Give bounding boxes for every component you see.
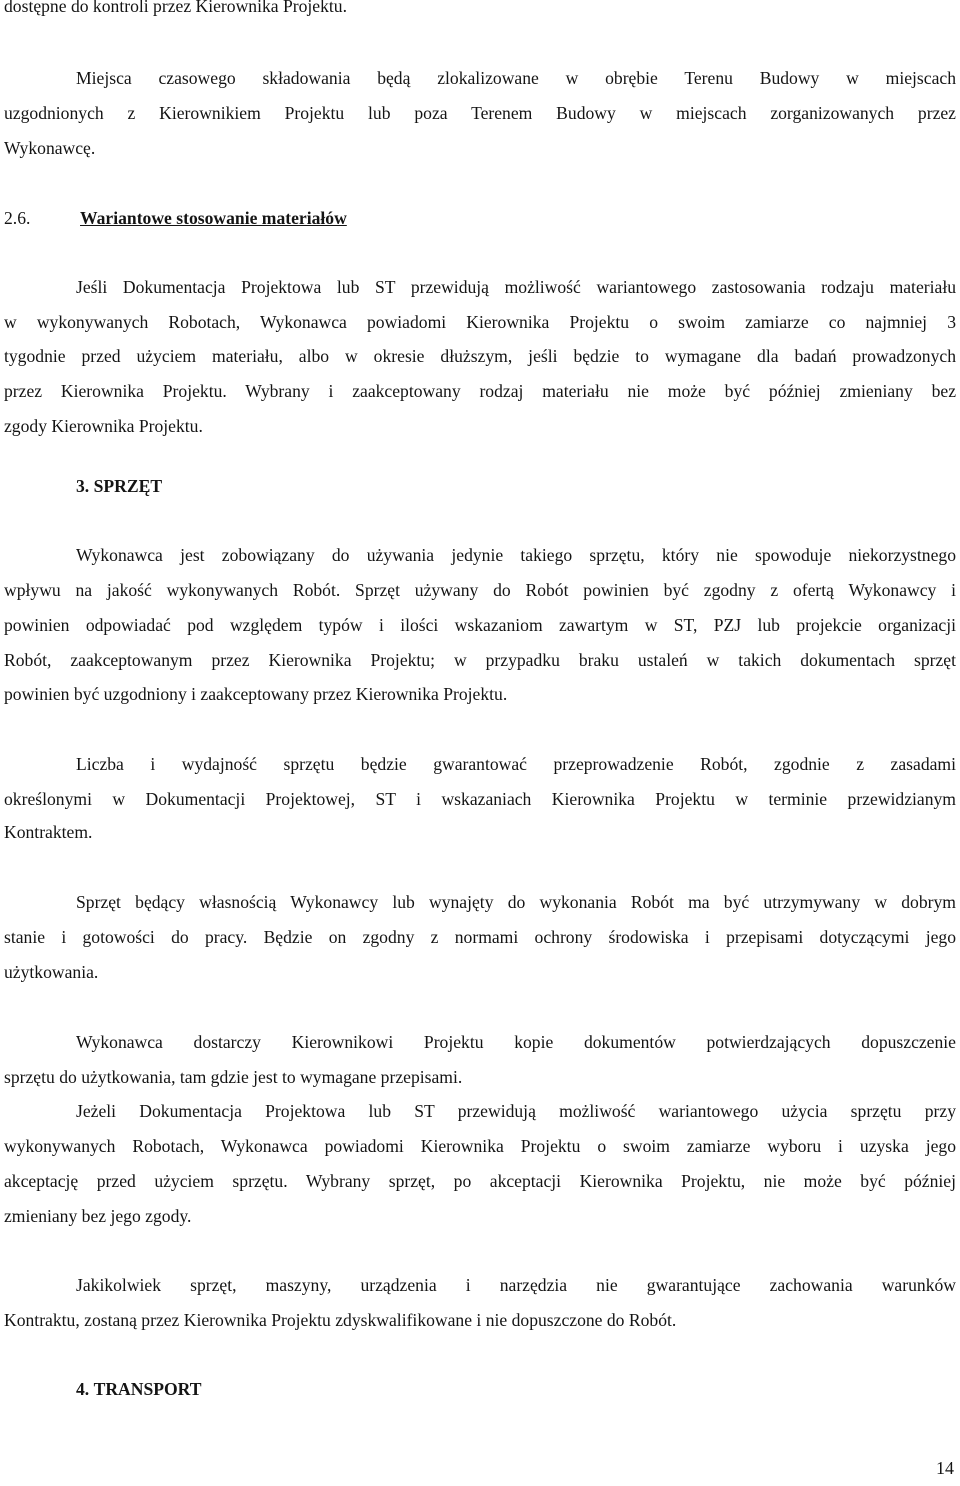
paragraph-line: Wykonawca dostarczy Kierownikowi Projektu kopie dokumentów potwierdzających dopuszczenie [76,1032,956,1052]
paragraph-line: Wykonawcę. [4,138,96,158]
paragraph-line: stanie i gotowości do pracy. Będzie on zgodny z normami ochrony środowiska i przepisami dotyczącymi jego [4,927,956,947]
paragraph-line: Miejsca czasowego składowania będą zlokalizowane w obrębie Terenu Budowy w miejscach [76,68,956,88]
paragraph-line: tygodnie przed użyciem materiału, albo w okresie dłuższym, jeśli będzie to wymagane dla badań prowadzonych [4,346,956,366]
paragraph-line: sprzętu do użytkowania, tam gdzie jest to wymagane przepisami. [4,1067,463,1087]
paragraph-line: uzgodnionych z Kierownikiem Projektu lub poza Terenem Budowy w miejscach zorganizowanych przez [4,103,956,123]
paragraph-line: Sprzęt będący własnością Wykonawcy lub wynajęty do wykonania Robót ma być utrzymywany w dobrym [76,892,956,912]
paragraph-line: Kontraktem. [4,822,93,842]
section-title: SPRZĘT [93,476,163,496]
paragraph-line: Jeżeli Dokumentacja Projektowa lub ST przewidują możliwość wariantowego użycia sprzętu przy [76,1101,956,1121]
paragraph-line: użytkowania. [4,962,99,982]
paragraph-line: akceptację przed użyciem sprzętu. Wybrany sprzęt, po akceptacji Kierownika Projektu, nie może być później [4,1171,956,1191]
section-heading-4 [76,1377,202,1401]
section-heading-2-6 [4,206,347,230]
section-number: 3. [76,476,90,496]
section-number: 2.6. [4,208,31,228]
paragraph-line: wykonywanych Robotach, Wykonawca powiadomi Kierownika Projektu o swoim zamiarze wyboru i uzyska jego [4,1136,956,1156]
page-number: 14 [936,1458,954,1478]
section-title: Wariantowe stosowanie materiałów [80,208,347,228]
paragraph-line: powinien być uzgodniony i zaakceptowany przez Kierownika Projektu. [4,684,508,704]
paragraph-line: Kontraktu, zostaną przez Kierownika Projektu zdyskwalifikowane i nie dopuszczone do Robót. [4,1310,677,1330]
paragraph-line: zmieniany bez jego zgody. [4,1206,192,1226]
section-number: 4. [76,1379,90,1399]
paragraph-line: wpływu na jakość wykonywanych Robót. Sprzęt używany do Robót powinien być zgodny z ofertą Wykonawcy i [4,580,956,600]
section-title: TRANSPORT [93,1379,202,1399]
intro-text-line: dostępne do kontroli przez Kierownika Projektu. [4,0,347,16]
paragraph-line: Wykonawca jest zobowiązany do używania jedynie takiego sprzętu, który nie spowoduje niekorzystnego [76,545,956,565]
paragraph-line: Robót, zaakceptowanym przez Kierownika Projektu; w przypadku braku ustaleń w takich dokumentach sprzęt [4,650,956,670]
paragraph-line: Jeśli Dokumentacja Projektowa lub ST przewidują możliwość wariantowego zastosowania rodzaju materiału [76,277,956,297]
paragraph-line: powinien odpowiadać pod względem typów i ilości wskazaniom zawartym w ST, PZJ lub projekcie organizacji [4,615,956,635]
paragraph-line: zgody Kierownika Projektu. [4,416,203,436]
paragraph-line: w wykonywanych Robotach, Wykonawca powiadomi Kierownika Projektu o swoim zamiarze co najmniej 3 [4,312,956,332]
section-heading-3 [76,474,162,498]
paragraph-line: określonymi w Dokumentacji Projektowej, ST i wskazaniach Kierownika Projektu w terminie przewidzianym [4,789,956,809]
paragraph-line: Liczba i wydajność sprzętu będzie gwarantować przeprowadzenie Robót, zgodnie z zasadami [76,754,956,774]
paragraph-line: Jakikolwiek sprzęt, maszyny, urządzenia i narzędzia nie gwarantujące zachowania warunków [76,1275,956,1295]
paragraph-line: przez Kierownika Projektu. Wybrany i zaakceptowany rodzaj materiału nie może być później zmieniany bez [4,381,956,401]
